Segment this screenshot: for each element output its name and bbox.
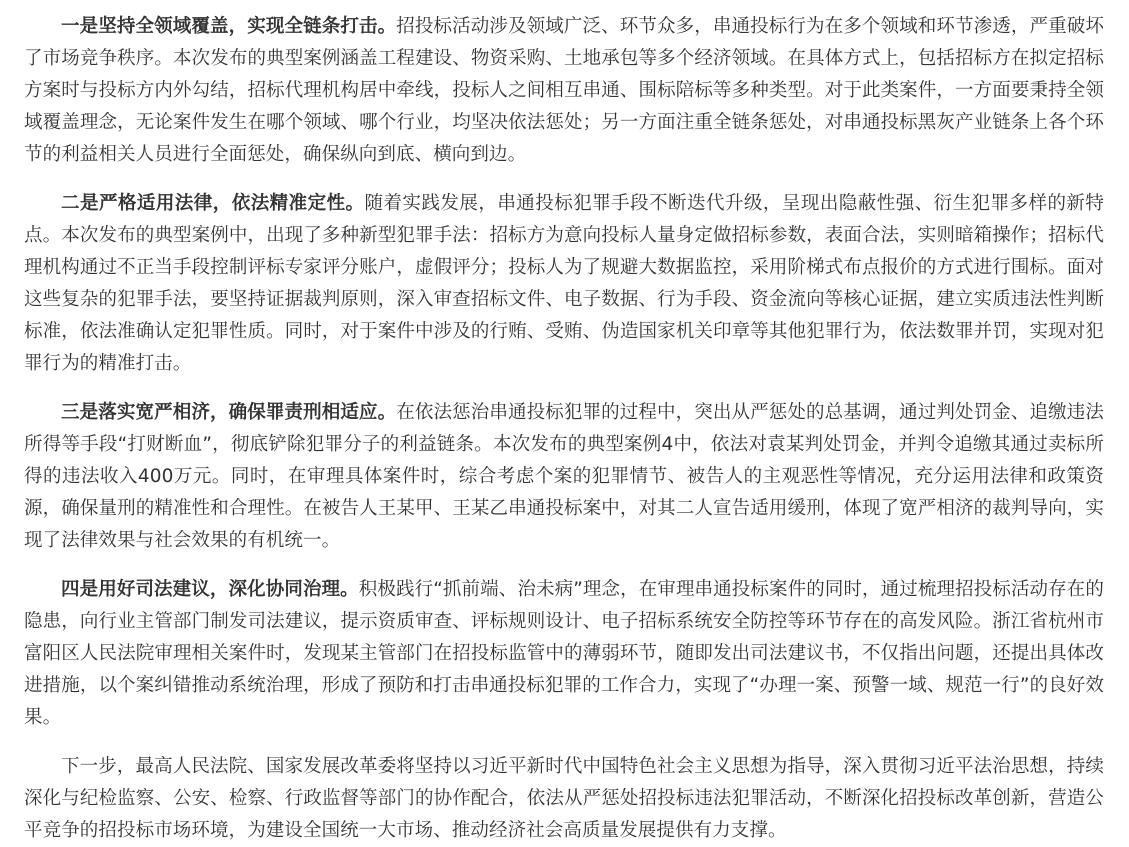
- paragraph-1-text: 招投标活动涉及领域广泛、环节众多，串通投标行为在多个领域和环节渗透，严重破坏了市场竞争秩序。本次发布的典型案例涵盖工程建设、物资采购、土地承包等多个经济领域。在具体方式上，包括招标方在拟定招标方案时与投标方内外勾结，招标代理机构居中牵线，投标人之间相互串通、围标陪标等多种类型。对于此类案件，一方面要秉持全领域覆盖理念，无论案件发生在哪个领域、哪个行业，均坚决依法惩处；另一方面注重全链条惩处，对串通投标黑灰产业链条上各个环节的利益相关人员进行全面惩处，确保纵向到底、横向到边。: [24, 16, 1104, 165]
- paragraph-2-text: 随着实践发展，串通投标犯罪手段不断迭代升级，呈现出隐蔽性强、衍生犯罪多样的新特点。本次发布的典型案例中，出现了多种新型犯罪手法：招标方为意向投标人量身定做招标参数，表面合法，实则暗箱操作；招标代理机构通过不正当手段控制评标专家评分账户，虚假评分；投标人为了规避大数据监控，采用阶梯式布点报价的方式进行围标。面对这些复杂的犯罪手法，要坚持证据裁判原则，深入审查招标文件、电子数据、行为手段、资金流向等核心证据，建立实质违法性判断标准，依法准确认定犯罪性质。同时，对于案件中涉及的行贿、受贿、伪造国家机关印章等其他犯罪行为，依法数罪并罚，实现对犯罪行为的精准打击。: [24, 193, 1104, 374]
- paragraph-2: [24, 188, 1104, 380]
- paragraph-5-text: 下一步，最高人民法院、国家发展改革委将坚持以习近平新时代中国特色社会主义思想为指导，深入贯彻习近平法治思想，持续深化与纪检监察、公安、检察、行政监督等部门的协作配合，依法从严惩处招投标违法犯罪活动，不断深化招投标改革创新，营造公平竞争的招投标市场环境，为建设全国统一大市场、推动经济社会高质量发展提供有力支撑。: [24, 756, 1104, 841]
- paragraph-3-heading: 三是落实宽严相济，确保罪责刑相适应。: [61, 402, 397, 423]
- paragraph-1-heading: 一是坚持全领域覆盖，实现全链条打击。: [61, 16, 397, 37]
- paragraph-2-heading: 二是严格适用法律，依法精准定性。: [61, 193, 365, 214]
- paragraph-3-text: 在依法惩治串通投标犯罪的过程中，突出从严惩处的总基调，通过判处罚金、追缴违法所得等手段“打财断血”，彻底铲除犯罪分子的利益链条。本次发布的典型案例4中，依法对袁某判处罚金，并判令追缴其通过卖标所得的违法收入400万元。同时，在审理具体案件时，综合考虑个案的犯罪情节、被告人的主观恶性等情况，充分运用法律和政策资源，确保量刑的精准性和合理性。在被告人王某甲、王某乙串通投标案中，对其二人宣告适用缓刑，体现了宽严相济的裁判导向，实现了法律效果与社会效果的有机统一。: [24, 402, 1104, 551]
- paragraph-1: [24, 11, 1104, 171]
- paragraph-4-heading: 四是用好司法建议，深化协同治理。: [61, 579, 359, 600]
- paragraph-4: [24, 574, 1104, 734]
- paragraph-5: [24, 751, 1104, 847]
- paragraph-4-text: 积极践行“抓前端、治未病”理念，在审理串通投标案件的同时，通过梳理招投标活动存在的隐患，向行业主管部门制发司法建议，提示资质审查、评标规则设计、电子招标系统安全防控等环节存在的高发风险。浙江省杭州市富阳区人民法院审理相关案件时，发现某主管部门在招投标监管中的薄弱环节，随即发出司法建议书，不仅指出问题，还提出具体改进措施，以个案纠错推动系统治理，形成了预防和打击串通投标犯罪的工作合力，实现了“办理一案、预警一域、规范一行”的良好效果。: [24, 579, 1104, 728]
- article-body: [24, 11, 1104, 847]
- paragraph-3: [24, 397, 1104, 557]
